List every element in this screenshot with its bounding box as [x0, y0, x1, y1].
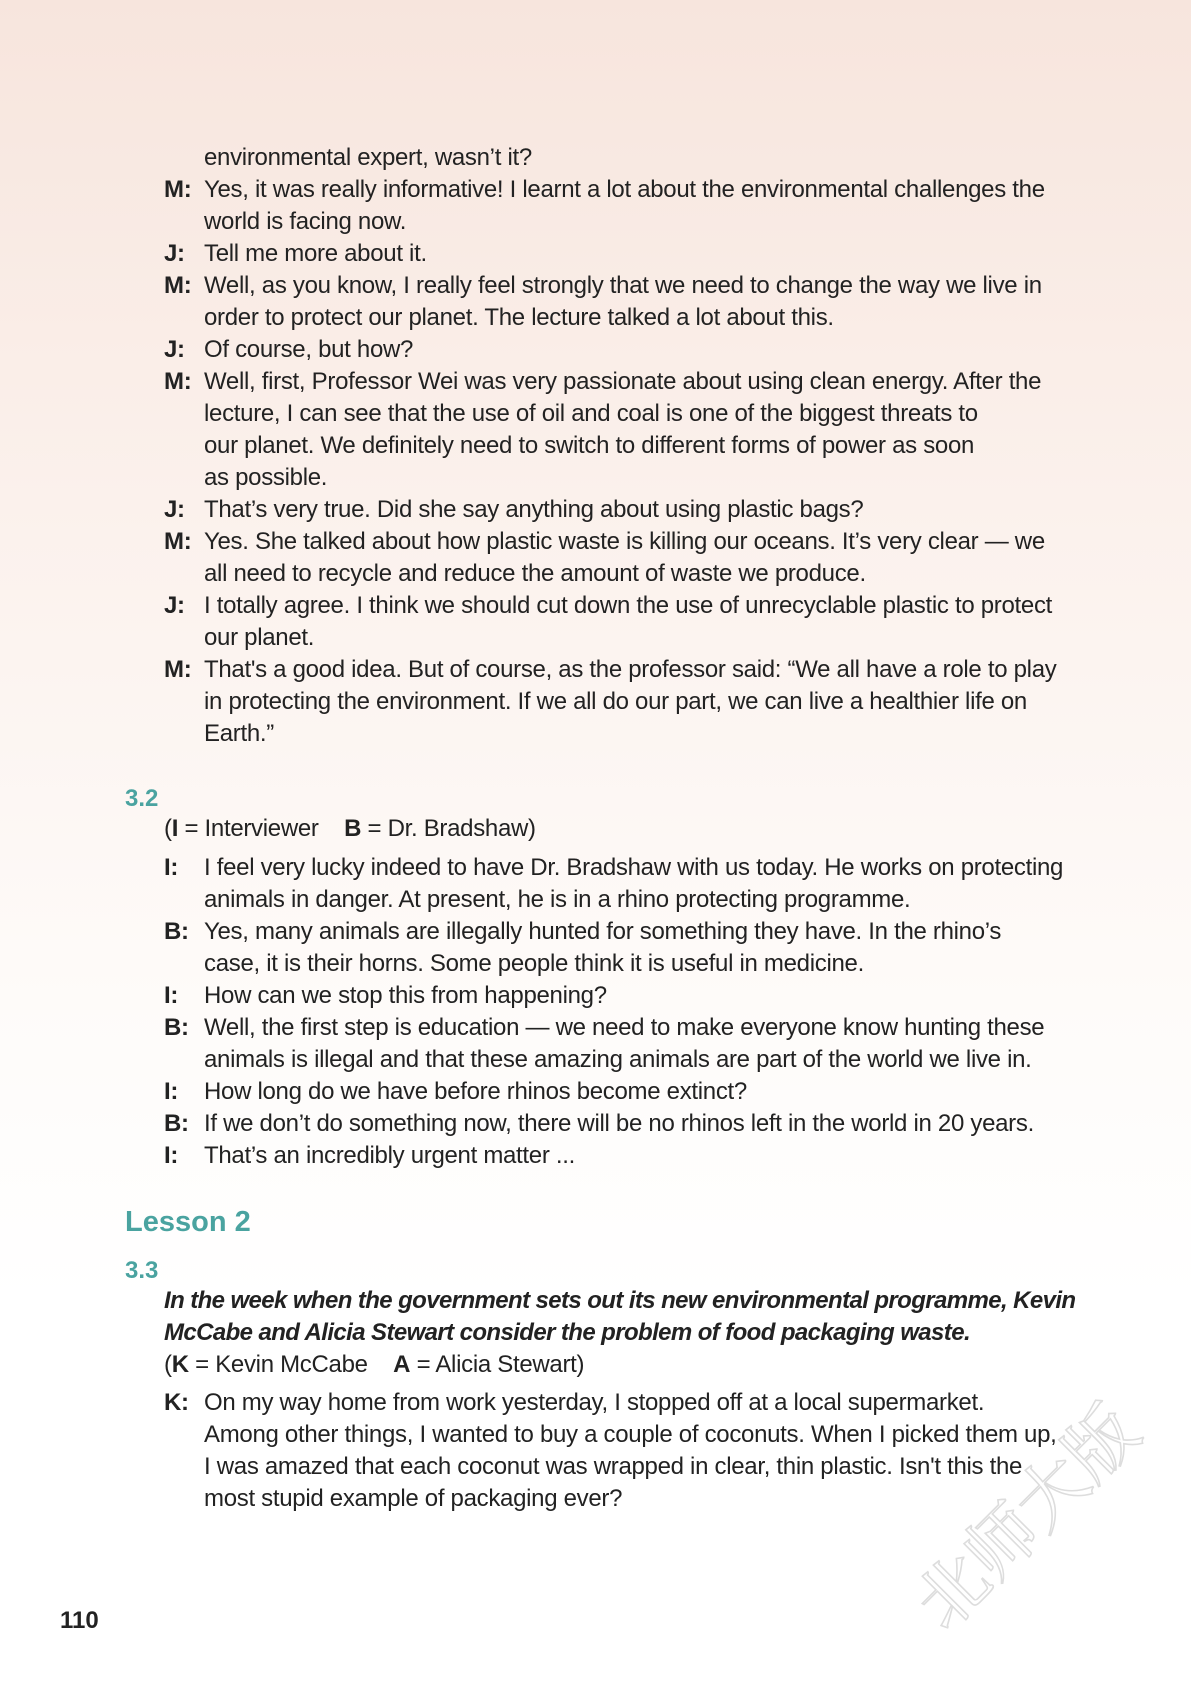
dialogue-text: If we don’t do something now, there will be no rhinos left in the world in 20 years. — [204, 1110, 1034, 1137]
roles-line-3-2 — [164, 813, 1084, 845]
speaker-label: I: — [164, 854, 179, 881]
role-key-interviewer: I — [171, 815, 179, 842]
dialogue-line — [164, 1140, 1084, 1172]
dialogue-3-1 — [164, 142, 1084, 750]
role-key-kevin: K — [171, 1351, 189, 1378]
roles-open: ( — [164, 815, 172, 842]
speaker-label: B: — [164, 1110, 189, 1137]
dialogue-text: environmental expert, wasn’t it? — [204, 144, 532, 171]
speaker-label: J: — [164, 240, 185, 267]
dialogue-line — [164, 852, 1084, 916]
speaker-label: K: — [164, 1389, 189, 1416]
dialogue-line — [164, 1108, 1084, 1140]
speaker-label: J: — [164, 336, 185, 363]
section-number-3-2: 3.2 — [125, 785, 159, 812]
watermark-text: 北师大版 — [899, 1389, 1156, 1646]
dialogue-line — [164, 238, 1084, 270]
role-kevin: = Kevin McCabe — [188, 1351, 368, 1378]
dialogue-text: How long do we have before rhinos become extinct? — [204, 1078, 747, 1105]
dialogue-line — [164, 1012, 1084, 1076]
dialogue-line — [164, 174, 1084, 238]
lesson-title: Lesson 2 — [125, 1206, 251, 1238]
intro-3-3: In the week when the government sets out its new environmental programme, Kevin McCabe and Alicia Stewart consider the problem of food packaging waste. — [164, 1287, 1076, 1346]
speaker-label: J: — [164, 592, 185, 619]
dialogue-line — [164, 366, 1084, 494]
dialogue-text: Tell me more about it. — [204, 240, 427, 267]
speaker-label: B: — [164, 918, 189, 945]
speaker-label: I: — [164, 1142, 179, 1169]
dialogue-text: How can we stop this from happening? — [204, 982, 607, 1009]
dialogue-line — [164, 1076, 1084, 1108]
publisher-watermark — [880, 1370, 1180, 1670]
roles-open: ( — [164, 1351, 172, 1378]
speaker-label: B: — [164, 1014, 189, 1041]
dialogue-text: That’s very true. Did she say anything about using plastic bags? — [204, 496, 864, 523]
role-alicia: = Alicia Stewart) — [410, 1351, 585, 1378]
dialogue-line — [164, 654, 1084, 750]
role-bradshaw: = Dr. Bradshaw) — [361, 815, 536, 842]
dialogue-text: That’s an incredibly urgent matter ... — [204, 1142, 576, 1169]
role-key-bradshaw: B — [344, 815, 362, 842]
section-number-3-3: 3.3 — [125, 1257, 159, 1284]
dialogue-text: Well, the first step is education — we need to make everyone know hunting these animals is illegal and that these amazing animals are part of the world we live in. — [204, 1014, 1045, 1073]
dialogue-line — [164, 980, 1084, 1012]
dialogue-text: Yes. She talked about how plastic waste is killing our oceans. It’s very clear — we all need to recycle and reduce the amount of waste we produce. — [204, 528, 1045, 587]
speaker-label: I: — [164, 1078, 179, 1105]
dialogue-text: Yes, it was really informative! I learnt a lot about the environmental challenges the world is facing now. — [204, 176, 1045, 235]
role-key-alicia: A — [393, 1351, 411, 1378]
speaker-label: M: — [164, 368, 192, 395]
dialogue-text: Yes, many animals are illegally hunted for something they have. In the rhino’s case, it is their horns. Some people think it is useful in medicine. — [204, 918, 1002, 977]
speaker-label: M: — [164, 528, 192, 555]
dialogue-text: I totally agree. I think we should cut down the use of unrecyclable plastic to protect our planet. — [204, 592, 1053, 651]
intro-3-3-wrapper — [164, 1285, 1084, 1381]
dialogue-line — [164, 526, 1084, 590]
speaker-label: M: — [164, 176, 192, 203]
dialogue-text: On my way home from work yesterday, I stopped off at a local supermarket. Among other things, I wanted to buy a couple of coconuts. When I picked them up, I was amazed that each coconut was wrapped in clear, thin plastic. Isn't this the most stupid example of packaging ever? — [204, 1389, 1057, 1512]
dialogue-line — [164, 590, 1084, 654]
speaker-label: M: — [164, 656, 192, 683]
speaker-label: M: — [164, 272, 192, 299]
dialogue-line — [164, 494, 1084, 526]
dialogue-line — [164, 334, 1084, 366]
dialogue-text: I feel very lucky indeed to have Dr. Bradshaw with us today. He works on protecting animals in danger. At present, he is in a rhino protecting programme. — [204, 854, 1064, 913]
dialogue-line — [164, 916, 1084, 980]
dialogue-text: Well, first, Professor Wei was very passionate about using clean energy. After the lecture, I can see that the use of oil and coal is one of the biggest threats to our planet. We definitely need to switch to different forms of power as soon as possible. — [204, 368, 1042, 491]
roles-3-2-wrapper — [164, 813, 1084, 845]
dialogue-text: Well, as you know, I really feel strongly that we need to change the way we live in order to protect our planet. The lecture talked a lot about this. — [204, 272, 1042, 331]
role-interviewer: = Interviewer — [178, 815, 319, 842]
dialogue-text: That's a good idea. But of course, as the professor said: “We all have a role to play in protecting the environment. If we all do our part, we can live a healthier life on Earth.” — [204, 656, 1057, 747]
page-number: 110 — [60, 1607, 99, 1634]
speaker-label: J: — [164, 496, 185, 523]
dialogue-text: Of course, but how? — [204, 336, 414, 363]
speaker-label: I: — [164, 982, 179, 1009]
dialogue-line — [164, 270, 1084, 334]
dialogue-line — [164, 142, 1084, 174]
dialogue-3-2 — [164, 852, 1084, 1172]
